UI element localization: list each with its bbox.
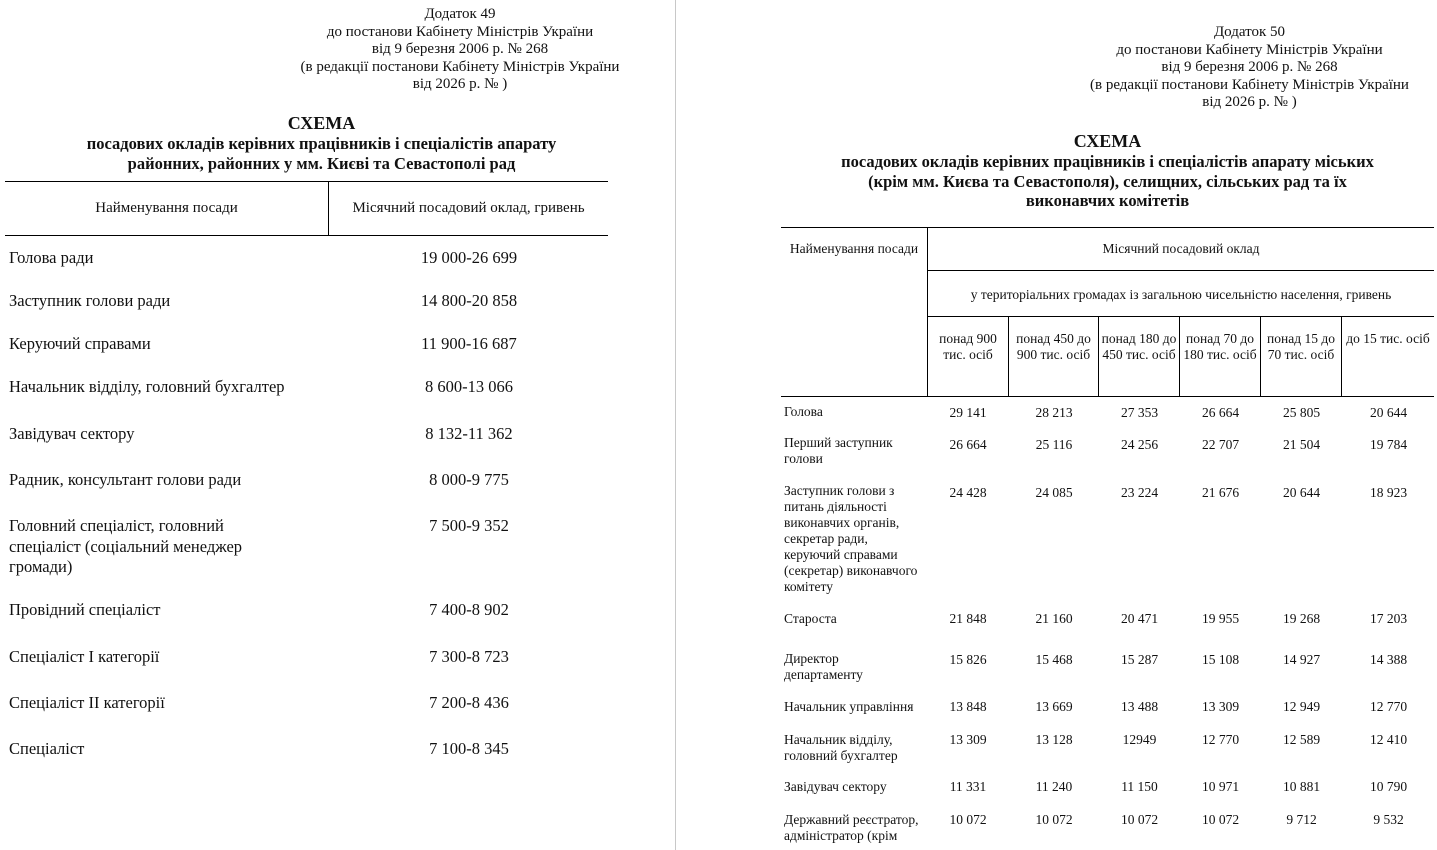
column-header-group: до 15 тис. осіб [1341, 316, 1434, 396]
position-name: Завідувач сектору [784, 779, 887, 794]
position-name: Начальник відділу, головний бухгалтер [9, 377, 285, 396]
salary-value: 12 589 [1282, 732, 1321, 747]
salary-value: 10 072 [949, 812, 987, 827]
salary-value: 22 707 [1201, 437, 1240, 452]
salary-value: 26 664 [949, 437, 987, 452]
salary-value: 12949 [1122, 732, 1157, 747]
salary-value: 15 826 [949, 652, 987, 667]
salary-value: 12 410 [1369, 732, 1408, 747]
salary-value: 11 150 [1121, 779, 1158, 794]
salary-value: 17 203 [1369, 611, 1408, 626]
position-name: Державний реєстратор, адміністратор (крім [784, 812, 919, 843]
table-header [5, 181, 608, 236]
position-name: Заступник голови з питань діяльності виконавчих органів, секретар ради, керуючий справами (секретар) виконавчого комітету [784, 483, 918, 594]
appendix-header [1077, 24, 1422, 112]
appendix-line: (в редакції постанови Кабінету Міністрів України [300, 58, 620, 75]
appendix-header [250, 6, 670, 94]
column-header-salary: Місячний посадовий оклад [1102, 241, 1260, 256]
salary-value: 10 072 [1035, 812, 1073, 827]
salary-value: 8 600-13 066 [425, 377, 513, 396]
position-name: Начальник відділу, головний бухгалтер [784, 732, 898, 763]
position-name: Спеціаліст ІІ категорії [9, 693, 165, 712]
appendix-line: (в редакції постанови Кабінету Міністрів України [1090, 76, 1409, 93]
salary-value: 20 471 [1120, 611, 1159, 626]
appendix-date-line: від 2026 р. № ) [1202, 94, 1297, 110]
salary-value: 27 353 [1120, 405, 1159, 420]
salary-value: 19 268 [1282, 611, 1321, 626]
salary-value: 28 213 [1035, 405, 1073, 420]
schema-title: СХЕМА [287, 113, 356, 133]
position-name: Головний спеціаліст, головний спеціаліст (соціальний менеджер громади) [9, 516, 243, 576]
salary-value: 20 644 [1282, 485, 1321, 500]
appendix-date-line: від 2026 р. № ) [412, 76, 508, 92]
salary-value: 8 132-11 362 [425, 424, 513, 443]
salary-value: 23 224 [1120, 485, 1159, 500]
appendix-number: Додаток 49 [424, 6, 496, 22]
salary-value: 20 644 [1369, 405, 1408, 420]
schema-subtitle: (крім мм. Києва та Севастополя), селищних, сільських рад та їх [868, 171, 1347, 191]
salary-value: 14 927 [1282, 652, 1321, 667]
position-name: Голова ради [9, 248, 94, 267]
salary-value: 9 712 [1286, 812, 1317, 827]
column-header-population: у територіальних громадах із загальною чисельністю населення, гривень [970, 287, 1392, 302]
salary-value: 21 676 [1201, 485, 1240, 500]
salary-value: 10 790 [1369, 779, 1408, 794]
salary-value: 25 116 [1035, 437, 1073, 452]
position-name: Голова [784, 404, 823, 419]
appendix-line: від 9 березня 2006 р. № 268 [1161, 59, 1338, 75]
column-header-group: понад 450 до 900 тис. осіб [1008, 316, 1098, 396]
column-header-group: понад 70 до 180 тис. осіб [1179, 316, 1260, 396]
position-name: Спеціаліст [9, 739, 85, 758]
salary-value: 7 400-8 902 [429, 600, 509, 619]
salary-value: 10 971 [1201, 779, 1240, 794]
salary-value: 19 000-26 699 [420, 248, 518, 267]
position-name: Директор департаменту [784, 651, 863, 682]
salary-value: 12 770 [1369, 699, 1408, 714]
salary-value: 11 240 [1035, 779, 1073, 794]
appendix-number: Додаток 50 [1213, 24, 1286, 40]
position-name: Радник, консультант голови ради [9, 470, 242, 489]
column-header-salary: Місячний посадовий оклад, гривень [352, 200, 585, 216]
column-header-group: понад 900 тис. осіб [939, 331, 997, 362]
header-row-line [928, 270, 1434, 271]
schema-title-block [781, 131, 1434, 211]
salary-value: 21 504 [1282, 437, 1321, 452]
schema-subtitle: районних, районних у мм. Києві та Севастополі рад [127, 153, 516, 173]
salary-value: 12 949 [1282, 699, 1321, 714]
position-name: Керуючий справами [9, 334, 151, 353]
salary-value: 7 100-8 345 [429, 739, 509, 758]
appendix-line: до постанови Кабінету Міністрів України [1116, 41, 1383, 58]
position-name: Провідний спеціаліст [9, 600, 161, 619]
column-header-group: понад 180 до 450 тис. осіб [1098, 316, 1179, 396]
position-name: Спеціаліст І категорії [9, 647, 160, 666]
position-name: Староста [784, 611, 837, 626]
schema-title-block [5, 113, 638, 173]
salary-value: 24 256 [1120, 437, 1159, 452]
salary-value: 18 923 [1369, 485, 1408, 500]
salary-value: 10 881 [1282, 779, 1321, 794]
salary-value: 29 141 [949, 405, 987, 420]
salary-value: 13 309 [1201, 699, 1240, 714]
salary-value: 21 160 [1035, 611, 1073, 626]
salary-value: 24 428 [949, 485, 987, 500]
schema-subtitle: посадових окладів керівних працівників і спеціалістів апарату [86, 134, 557, 153]
appendix-line: від 9 березня 2006 р. № 268 [371, 41, 549, 57]
salary-value: 13 488 [1120, 699, 1159, 714]
salary-value: 9 532 [1373, 812, 1404, 827]
salary-value: 26 664 [1201, 405, 1240, 420]
salary-value: 7 300-8 723 [429, 647, 509, 666]
salary-value: 13 309 [949, 732, 987, 747]
document-page-right [677, 0, 1437, 850]
salary-value: 21 848 [949, 611, 987, 626]
position-name: Заступник голови ради [9, 291, 171, 310]
appendix-line: до постанови Кабінету Міністрів України [326, 23, 594, 40]
column-header-position: Найменування посади [789, 241, 919, 256]
column-header-position: Найменування посади [95, 200, 238, 216]
page-divider [675, 0, 676, 850]
salary-value: 15 468 [1035, 652, 1073, 667]
salary-value: 7 200-8 436 [429, 693, 509, 712]
salary-value: 11 331 [949, 779, 987, 794]
schema-title: СХЕМА [1073, 131, 1142, 151]
salary-value: 8 000-9 775 [429, 470, 509, 489]
salary-value: 15 287 [1120, 652, 1159, 667]
salary-value: 13 128 [1035, 732, 1073, 747]
table-header-bottom [781, 396, 1434, 397]
salary-value: 12 770 [1201, 732, 1240, 747]
table-border-top [781, 227, 1434, 228]
salary-value: 11 900-16 687 [421, 334, 517, 353]
salary-value: 7 500-9 352 [429, 516, 509, 535]
salary-table [781, 227, 1434, 850]
salary-value: 14 800-20 858 [420, 291, 518, 310]
salary-value: 19 955 [1201, 611, 1240, 626]
schema-subtitle: виконавчих комітетів [1025, 191, 1190, 210]
column-header-group: понад 15 до 70 тис. осіб [1260, 316, 1341, 396]
salary-value: 24 085 [1035, 485, 1073, 500]
salary-value: 13 848 [949, 699, 987, 714]
salary-value: 10 072 [1120, 812, 1159, 827]
salary-value: 13 669 [1035, 699, 1073, 714]
position-name: Перший заступник голови [784, 435, 893, 466]
salary-value: 19 784 [1369, 437, 1408, 452]
schema-subtitle: посадових окладів керівних працівників і спеціалістів апарату міських [841, 152, 1374, 171]
salary-value: 14 388 [1369, 652, 1408, 667]
document-page-left [0, 0, 674, 850]
position-name: Завідувач сектору [9, 424, 135, 443]
salary-value: 15 108 [1201, 652, 1240, 667]
salary-value: 25 805 [1282, 405, 1321, 420]
position-name: Начальник управління [784, 699, 914, 714]
salary-value: 10 072 [1201, 812, 1240, 827]
salary-table [5, 181, 608, 758]
